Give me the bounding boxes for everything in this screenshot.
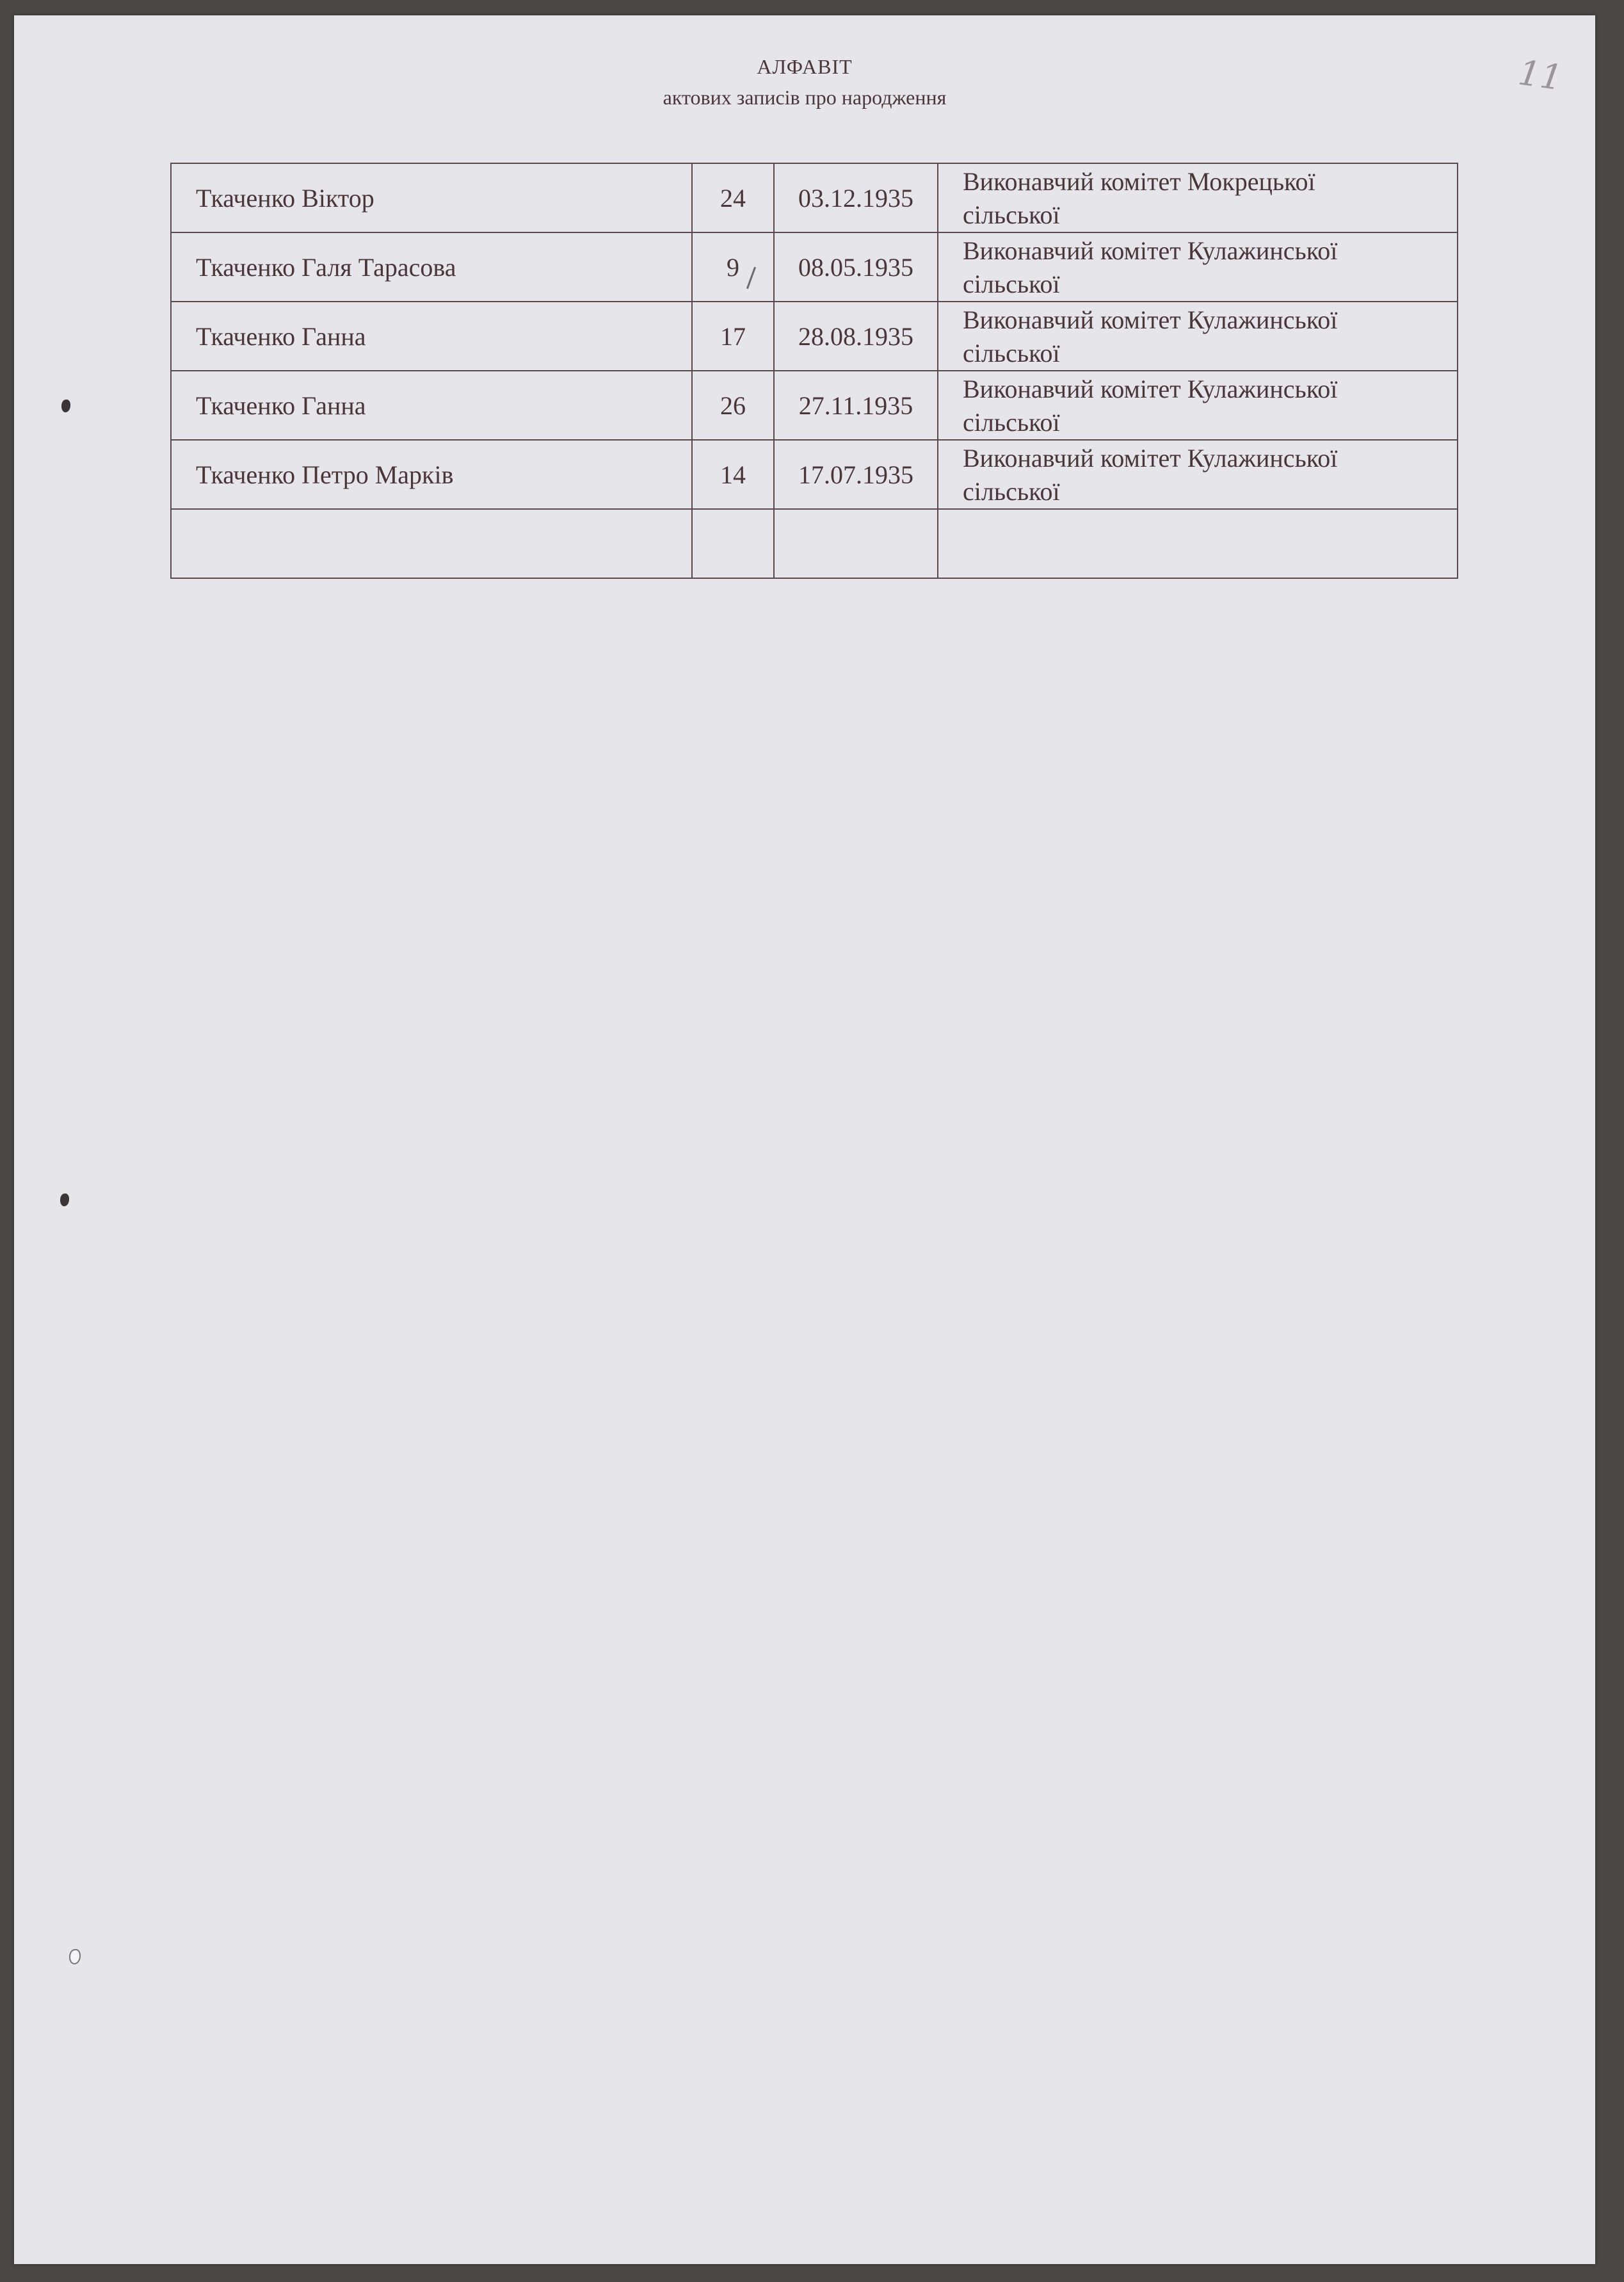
table-row xyxy=(171,163,1458,232)
record-organization-line2: сільської xyxy=(963,477,1060,506)
record-date: 08.05.1935 xyxy=(774,232,938,302)
document-title: АЛФАВІТ xyxy=(757,55,853,78)
record-organization xyxy=(938,232,1458,302)
record-date: 17.07.1935 xyxy=(774,440,938,509)
table-row xyxy=(171,440,1458,509)
record-organization xyxy=(938,440,1458,509)
document-page xyxy=(14,15,1595,2264)
record-date: 27.11.1935 xyxy=(774,371,938,440)
table-row xyxy=(171,302,1458,371)
record-organization-line1: Виконавчий комітет Кулажинської xyxy=(963,236,1338,265)
table-row xyxy=(171,371,1458,440)
record-name: Ткаченко Ганна xyxy=(171,302,692,371)
record-organization-line2: сільської xyxy=(963,408,1060,437)
record-organization xyxy=(938,163,1458,232)
record-organization xyxy=(938,371,1458,440)
record-organization-line2: сільської xyxy=(963,270,1060,298)
record-name: Ткаченко Ганна xyxy=(171,371,692,440)
record-name: Ткаченко Віктор xyxy=(171,163,692,232)
records-table xyxy=(170,163,1458,579)
punch-hole xyxy=(69,1949,81,1964)
record-organization xyxy=(938,302,1458,371)
record-organization-line2: сільської xyxy=(963,339,1060,368)
record-organization-line1: Виконавчий комітет Кулажинської xyxy=(963,444,1338,473)
empty-cell xyxy=(774,509,938,578)
record-name: Ткаченко Галя Тарасова xyxy=(171,232,692,302)
empty-cell xyxy=(692,509,774,578)
record-name: Ткаченко Петро Марків xyxy=(171,440,692,509)
table-row-empty xyxy=(171,509,1458,578)
punch-hole xyxy=(61,400,70,412)
record-number: 9 xyxy=(692,232,774,302)
record-organization-line1: Виконавчий комітет Мокрецької xyxy=(963,167,1315,196)
record-date: 28.08.1935 xyxy=(774,302,938,371)
handwritten-page-number: 11 xyxy=(1515,52,1565,99)
table-row xyxy=(171,232,1458,302)
record-number: 24 xyxy=(692,163,774,232)
record-number: 26 xyxy=(692,371,774,440)
record-date: 03.12.1935 xyxy=(774,163,938,232)
record-organization-line2: сільської xyxy=(963,200,1060,229)
punch-hole xyxy=(60,1194,69,1206)
document-subtitle: актових записів про народження xyxy=(663,86,947,109)
record-organization-line1: Виконавчий комітет Кулажинської xyxy=(963,375,1338,403)
record-organization-line1: Виконавчий комітет Кулажинської xyxy=(963,305,1338,334)
empty-cell xyxy=(938,509,1458,578)
record-number: 17 xyxy=(692,302,774,371)
empty-cell xyxy=(171,509,692,578)
record-number: 14 xyxy=(692,440,774,509)
